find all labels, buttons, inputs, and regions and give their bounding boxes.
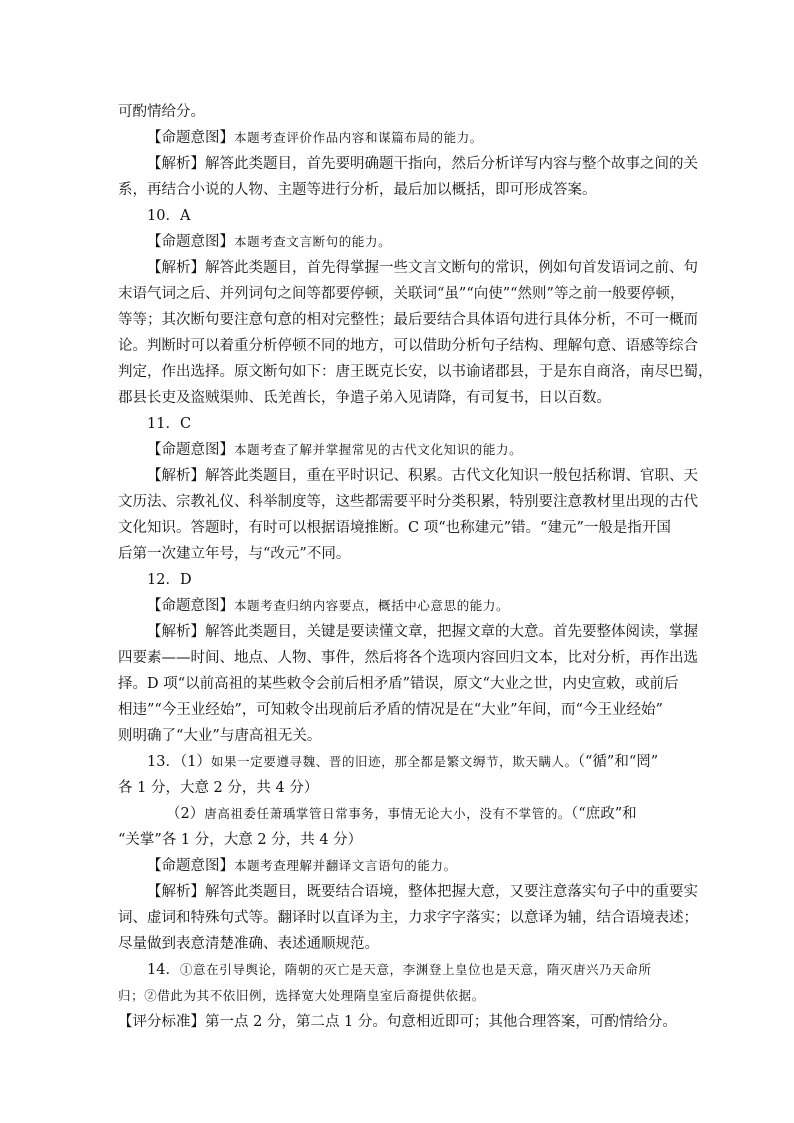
text-line [118,203,678,229]
scoring-note: （“循”和“罔” [577,754,659,770]
text-line [118,177,678,203]
section-tag: 【解析】 [147,260,205,276]
line-text: 12．D [147,572,192,588]
text-line [118,957,678,983]
document-page [118,99,713,1035]
text-line [118,385,678,411]
line-text: 末语气词之后、并列词句之间等都要停顿，关联词“虽”“向使”“然则”等之前一般要停顿， [118,286,685,302]
line-text: 论。判断时可以着重分析停顿不同的地方，可以借助分析句子结构、理解句意、语感等综合 [118,338,698,354]
text-line [118,307,698,333]
text-line [118,489,698,515]
text-line [118,645,698,671]
text-line [118,619,698,645]
line-text: 唐高祖委任萧瑀掌管日常事务，事情无论大小，没有不掌管的。 [204,806,572,821]
text-line [118,567,678,593]
line-text: 本题考查文言断句的能力。 [234,234,392,249]
text-line [118,281,685,307]
text-line [118,697,678,723]
line-text: 各 1 分，大意 2 分，共 4 分） [118,780,319,796]
section-tag: 【解析】 [147,884,205,900]
line-text: 文化知识。答题时，有时可以根据语境推断。C 项“也称建元”错。“建元”一般是指开国 [118,520,671,536]
scoring-note: （“庶政”和 [571,806,637,822]
line-text: 系，再结合小说的人物、主题等进行分析，最后加以概括，即可形成答案。 [118,182,597,198]
section-tag: 【命题意图】 [147,130,234,146]
line-text: 四要素——时间、地点、人物、事件，然后将各个选项内容回归文本，比对分析，再作出选 [118,650,698,666]
line-text: 相违”“今王业经始”，可知敕令出现前后矛盾的情况是在“大业”年间，而“今王业经始” [118,702,663,718]
line-text: 择。D 项“以前高祖的某些敕令会前后相矛盾”错误，原文“大业之世，内史宣敕，或前后 [118,676,679,692]
text-line [118,1009,678,1035]
line-text: “关掌”各 1 分，大意 2 分，共 4 分） [118,832,363,848]
line-text: 后第一次建立年号，与“改元”不同。 [118,546,351,562]
line-text: 11．C [147,416,192,432]
text-line [118,463,698,489]
text-line [118,723,678,749]
text-line [118,749,678,775]
text-line [118,125,678,151]
line-text: 解答此类题目，首先要明确题干指向，然后分析详写内容与整个故事之间的关 [205,156,698,172]
section-tag: 【命题意图】 [147,234,234,250]
text-line [118,359,713,385]
line-text: 解答此类题目，首先得掌握一些文言文断句的常识，例如句首发语词之前、句 [205,260,698,276]
text-line [118,411,678,437]
text-line [118,515,678,541]
line-text: ①意在引导舆论，隋朝的灭亡是天意，李渊登上皇位也是天意，隋灭唐兴乃天命所 [179,962,652,977]
line-text: 本题考查理解并翻译文言语句的能力。 [234,858,457,873]
line-text: 等等；其次断句要注意句意的相对完整性；最后要结合具体语句进行具体分析，不可一概而 [118,312,698,328]
section-tag: 【评分标准】 [118,1014,205,1030]
text-line [118,775,678,801]
text-line [118,541,678,567]
line-text: 郡县长吏及盗贼渠帅、氐羌酋长，争遣子弟入见请降，有司复书，日以百数。 [118,390,611,406]
section-tag: 【命题意图】 [147,598,234,614]
text-line [118,983,678,1009]
line-text: 词、虚词和特殊句式等。翻译时以直译为主，力求字字落实；以意译为辅，结合语境表述； [118,910,698,926]
line-text: 解答此类题目，重在平时识记、积累。古代文化知识一般包括称谓、官职、天 [205,468,698,484]
text-line [118,333,698,359]
line-text: 归；②借此为其不依旧例，选择宽大处理隋皇室后裔提供依据。 [118,988,485,1003]
line-text: 判定，作出选择。原文断句如下：唐王既克长安，以书谕诸郡县，于是东自商洛，南尽巴蜀， [118,364,713,380]
line-text: 解答此类题目，关键是要读懂文章，把握文章的大意。首先要整体阅读，掌握 [205,624,698,640]
line-text: 解答此类题目，既要结合语境，整体把握大意，又要注意落实句子中的重要实 [205,884,698,900]
section-tag: 【解析】 [147,156,205,172]
text-line [118,671,678,697]
line-text: 可酌情给分。 [118,104,205,120]
line-text: 第一点 2 分，第二点 1 分。句意相近即可；其他合理答案，可酌情给分。 [205,1014,677,1030]
text-line [118,801,678,827]
item-number: 13．（1） [147,754,211,770]
text-line [118,229,678,255]
line-text: 文历法、宗教礼仪、科举制度等，这些都需要平时分类积累，特别要注意教材里出现的古代 [118,494,698,510]
line-text: 尽量做到表意清楚准确、表述通顺规范。 [118,936,379,952]
text-line [118,853,678,879]
line-text: 本题考查评价作品内容和谋篇布局的能力。 [234,130,483,145]
text-line [118,593,678,619]
line-text: 本题考查归纳内容要点，概括中心意思的能力。 [234,598,510,613]
text-line [118,255,698,281]
line-text: 则明确了“大业”与唐高祖无关。 [118,728,322,744]
text-line [118,827,678,853]
section-tag: 【命题意图】 [147,858,234,874]
section-tag: 【解析】 [147,624,205,640]
item-number: （2） [166,806,205,822]
section-tag: 【解析】 [147,468,205,484]
text-line [118,151,698,177]
text-line [118,99,678,125]
line-text: 如果一定要遵寻魏、晋的旧迹，那全都是繁文缛节，欺天瞒人。 [210,754,578,769]
section-tag: 【命题意图】 [147,442,234,458]
text-line [118,437,678,463]
text-line [118,931,678,957]
text-line [118,879,698,905]
line-text: 本题考查了解并掌握常见的古代文化知识的能力。 [234,442,523,457]
text-line [118,905,698,931]
line-text: 10．A [147,208,191,224]
item-number: 14． [147,962,180,978]
